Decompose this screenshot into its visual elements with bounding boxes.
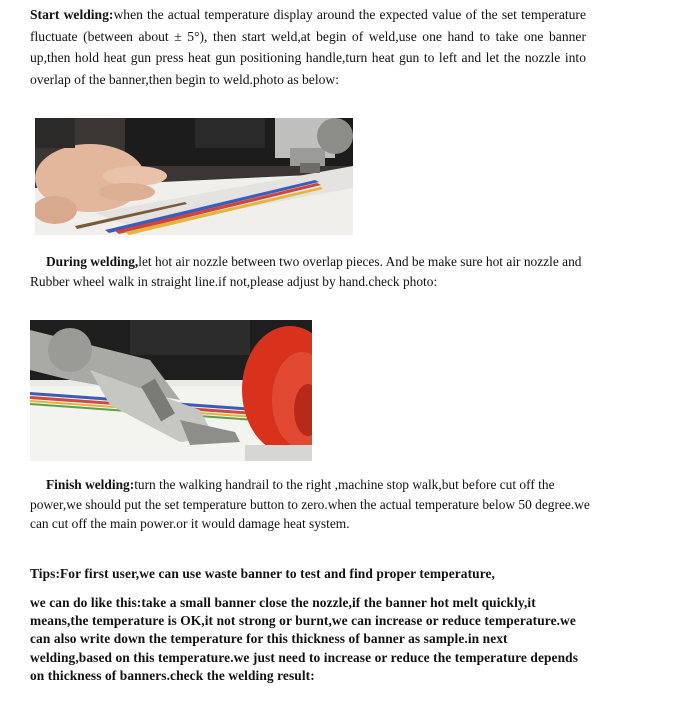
start-welding-body: when the actual temperature display around the expected value of the set temperature fluctuate (between about ± 5°), then start weld,at begin of weld,use one hand to take one banner up,then hold heat gun press heat gun positioning handle,turn heat gun to left and let the nozzle into overlap of the banner,then begin to weld.photo as below:	[30, 7, 586, 87]
finish-welding-paragraph	[30, 475, 590, 534]
during-welding-heading: During welding,	[46, 254, 139, 269]
during-welding-photo	[30, 320, 312, 461]
start-welding-photo	[35, 118, 353, 235]
during-welding-paragraph	[30, 252, 590, 291]
tips-heading-line	[30, 563, 610, 585]
tips-body: we can do like this:take a small banner close the nozzle,if the banner hot melt quickly,it means,the temperature is OK,it not strong or burnt,we can increase or reduce temperature.we can also write down the temperature for this thickness of banner as sample.in next welding,based on this temperature.we just need to increase or reduce the temperature depends on thickness of banners.check the welding result:	[30, 595, 579, 683]
during-welding-body: let hot air nozzle between two overlap pieces. And be make sure hot air nozzle and Rubber wheel walk in straight line.if not,please adjust by hand.check photo:	[30, 254, 582, 289]
start-welding-photo-image	[35, 118, 353, 235]
start-welding-paragraph	[30, 4, 586, 90]
start-welding-heading: Start welding:	[30, 7, 114, 22]
tips-line: Tips:For first user,we can use waste banner to test and find proper temperature,	[30, 566, 496, 581]
finish-welding-body: turn the walking handrail to the right ,machine stop walk,but before cut off the power,we should put the set temperature button to zero.when the actual temperature below 50 degree.we can cut off the main power.or it would damage heat system.	[30, 477, 590, 531]
finish-welding-heading: Finish welding:	[46, 477, 135, 492]
tips-paragraph	[30, 594, 586, 685]
during-welding-photo-image	[30, 320, 312, 461]
